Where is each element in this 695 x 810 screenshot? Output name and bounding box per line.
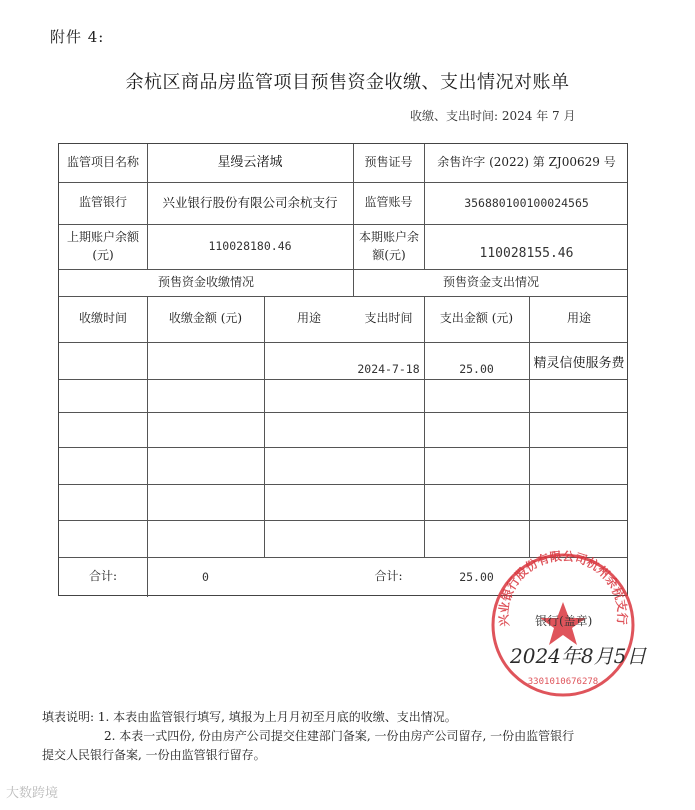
note-line-3: 提交人民银行备案, 一份由监管银行留存。: [42, 748, 266, 762]
expense-amount-header: 支出金额 (元): [439, 311, 514, 326]
account-value: 356880100100024565: [464, 195, 589, 210]
presale-no-label: 预售证号: [364, 155, 413, 170]
expense-date-header: 支出时间: [364, 311, 413, 326]
income-total-value: 0: [202, 569, 209, 584]
income-total-label: 合计:: [88, 569, 118, 584]
note-line-1: 填表说明: 1. 本表由监管银行填写, 填报为上月月初至月底的收缴、支出情况。: [42, 710, 457, 724]
curr-balance-value: 110028155.46: [479, 245, 574, 261]
expense-row-date: 2024-7-18: [357, 361, 420, 376]
fill-instructions: [42, 708, 622, 765]
document-title: 余杭区商品房监管项目预售资金收缴、支出情况对账单: [125, 72, 570, 93]
project-name-label: 监管项目名称: [66, 155, 139, 170]
seal-text: 兴业银行股份有限公司杭州余杭支行: [496, 550, 630, 628]
note-line-2: 2. 本表一式四份, 份由房产公司提交住建部门备案, 一份由房产公司留存, 一份由监管银行: [104, 729, 575, 743]
expense-total-label: 合计:: [374, 569, 403, 584]
prev-balance-label: 上期账户余额(元): [66, 230, 139, 262]
curr-balance-label: 本期账户余额(元): [358, 230, 419, 262]
bank-value: 兴业银行股份有限公司余杭支行: [162, 194, 338, 210]
signature-date: 2024年8月5日: [510, 644, 647, 668]
statement-table: [58, 143, 628, 596]
period-text: 收缴、支出时间: 2024 年 7 月: [410, 109, 576, 123]
account-label: 监管账号: [364, 195, 413, 210]
income-section-title: 预售资金收缴情况: [157, 274, 254, 289]
income-purpose-header: 用途: [296, 311, 321, 326]
income-amount-header: 收缴金额 (元): [168, 311, 243, 326]
watermark: 大数跨境: [6, 786, 59, 801]
bank-label: 监管银行: [78, 195, 127, 210]
expense-purpose-header: 用途: [566, 311, 591, 326]
income-date-header: 收缴时间: [78, 311, 127, 326]
expense-total-value: 25.00: [459, 569, 494, 584]
bank-signature-label: 银行(盖章): [535, 614, 593, 628]
project-name-value: 星缦云渚城: [217, 154, 283, 170]
prev-balance-value: 110028180.46: [208, 239, 292, 254]
expense-section-title: 预售资金支出情况: [442, 274, 539, 289]
attachment-label: 附件 4:: [50, 28, 105, 46]
presale-no-value: 余售许字 (2022) 第 ZJ00629 号: [437, 155, 616, 170]
seal-code: 3301010676278: [527, 677, 599, 687]
expense-row-purpose: 精灵信使服务费: [533, 355, 625, 371]
expense-row-amount: 25.00: [459, 361, 494, 376]
